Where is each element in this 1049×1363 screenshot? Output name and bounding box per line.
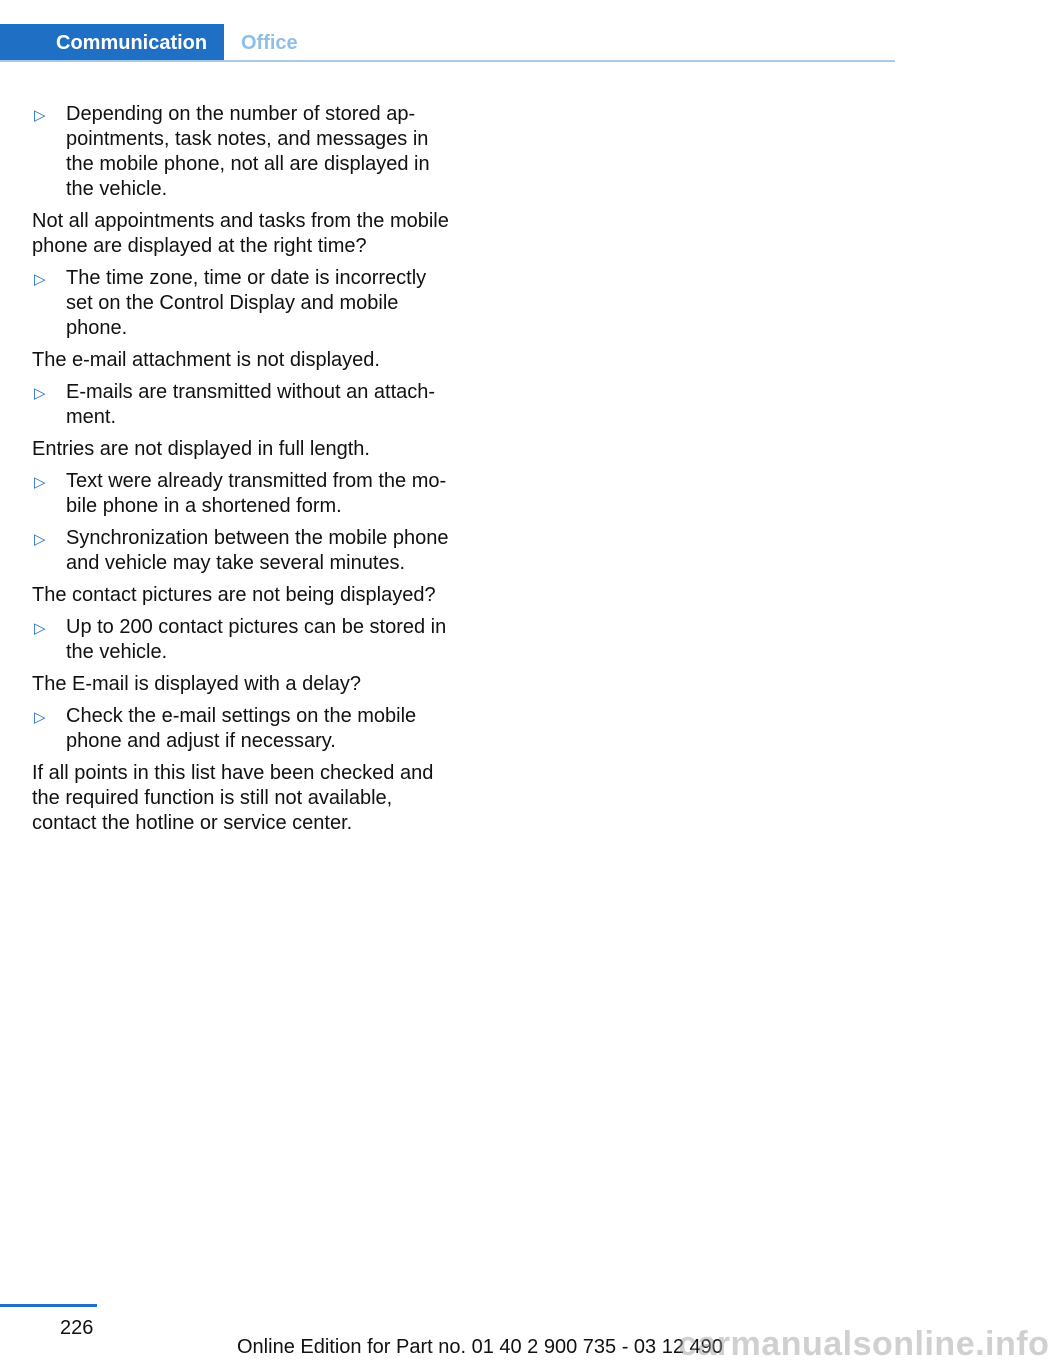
- list-item: [32, 469, 452, 519]
- list-item-text: Check the e-mail settings on the mobile phone and adjust if necessary.: [66, 705, 417, 752]
- triangle-bullet-icon: ▷: [34, 385, 46, 402]
- paragraph: The E-mail is displayed with a delay?: [32, 673, 362, 695]
- main-content: [32, 102, 452, 843]
- paragraph: If all points in this list have been checked and the required function is still not available, contact the hotline or service center.: [32, 762, 434, 834]
- watermark: carmanualsonline.info: [678, 1325, 1049, 1363]
- list-item-text: Synchronization between the mobile phone and vehicle may take several minutes.: [66, 527, 449, 574]
- page-header: [0, 24, 895, 62]
- triangle-bullet-icon: ▷: [34, 531, 46, 548]
- triangle-bullet-icon: ▷: [34, 709, 46, 726]
- page-number: 226: [60, 1317, 94, 1339]
- list-item: [32, 266, 452, 341]
- tab-office[interactable]: Office: [241, 32, 298, 54]
- list-item: [32, 704, 452, 754]
- triangle-bullet-icon: ▷: [34, 620, 46, 637]
- list-item: [32, 615, 452, 665]
- paragraph: The e-mail attachment is not displayed.: [32, 349, 380, 371]
- list-item-text: The time zone, time or date is incorrectly set on the Control Display and mobile phone.: [66, 267, 427, 339]
- triangle-bullet-icon: ▷: [34, 271, 46, 288]
- footer-rule: [0, 1304, 97, 1307]
- list-item-text: Up to 200 contact pictures can be stored in the vehicle.: [66, 616, 447, 663]
- paragraph: Entries are not displayed in full length.: [32, 438, 370, 460]
- tab-communication[interactable]: Communication: [0, 24, 224, 62]
- list-item: [32, 380, 452, 430]
- edition-text: Online Edition for Part no. 01 40 2 900 735 - 03 12 490: [237, 1336, 723, 1358]
- list-item: [32, 526, 452, 576]
- list-item-text: E-mails are transmitted without an attach‐ ment.: [66, 381, 436, 428]
- list-item: [32, 102, 452, 202]
- triangle-bullet-icon: ▷: [34, 107, 46, 124]
- list-item-text: Text were already transmitted from the mo‐ bile phone in a shortened form.: [66, 470, 447, 517]
- list-item-text: Depending on the number of stored ap‐ pointments, task notes, and messages in the mobile phone, not all are displayed in the vehicle.: [66, 103, 430, 200]
- paragraph: Not all appointments and tasks from the mobile phone are displayed at the right time?: [32, 210, 449, 257]
- header-rule: [0, 60, 895, 62]
- triangle-bullet-icon: ▷: [34, 474, 46, 491]
- paragraph: The contact pictures are not being displayed?: [32, 584, 436, 606]
